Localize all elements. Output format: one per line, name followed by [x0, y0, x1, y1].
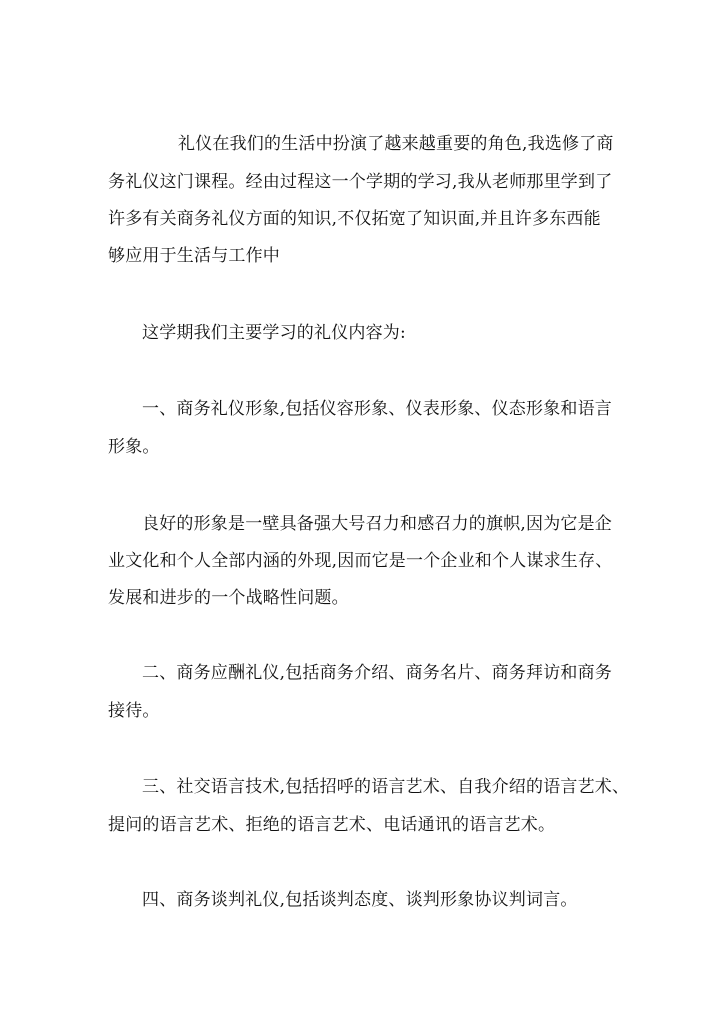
intro-line-2: 务礼仪这门课程。经由过程这一个学期的学习,我从老师那里学到了: [108, 172, 613, 192]
intro-line-1: 礼仪在我们的生活中扮演了越来越重要的角色,我选修了商: [178, 134, 614, 154]
image-importance-line-2: 业文化和个人全部内涵的外现,因而它是一个企业和个人谋求生存、: [108, 551, 613, 571]
item-1-line-2: 形象。: [108, 437, 160, 457]
item-3-line-2: 提问的语言艺术、拒绝的语言艺术、电话通讯的语言艺术。: [108, 815, 556, 835]
image-importance-line-1: 良好的形象是一壁具备强大号召力和感召力的旗帜,因为它是企: [142, 514, 613, 534]
item-2-line-2: 接待。: [108, 701, 160, 721]
intro-line-4: 够应用于生活与工作中: [108, 246, 280, 266]
intro-line-3: 许多有关商务礼仪方面的知识,不仅拓宽了知识面,并且许多东西能: [108, 209, 601, 229]
item-2-line-1: 二、商务应酬礼仪,包括商务介绍、商务名片、商务拜访和商务: [142, 663, 613, 683]
image-importance-line-3: 发展和进步的一个战略性问题。: [108, 588, 349, 608]
item-1-line-1: 一、商务礼仪形象,包括仪容形象、仪表形象、仪态形象和语言: [142, 399, 613, 419]
item-4-line-1: 四、商务谈判礼仪,包括谈判态度、谈判形象协议判词言。: [142, 890, 578, 910]
item-3-line-1: 三、社交语言技术,包括招呼的语言艺术、自我介绍的语言艺术、: [142, 777, 630, 797]
content-intro-line: 这学期我们主要学习的礼仪内容为:: [142, 323, 406, 343]
